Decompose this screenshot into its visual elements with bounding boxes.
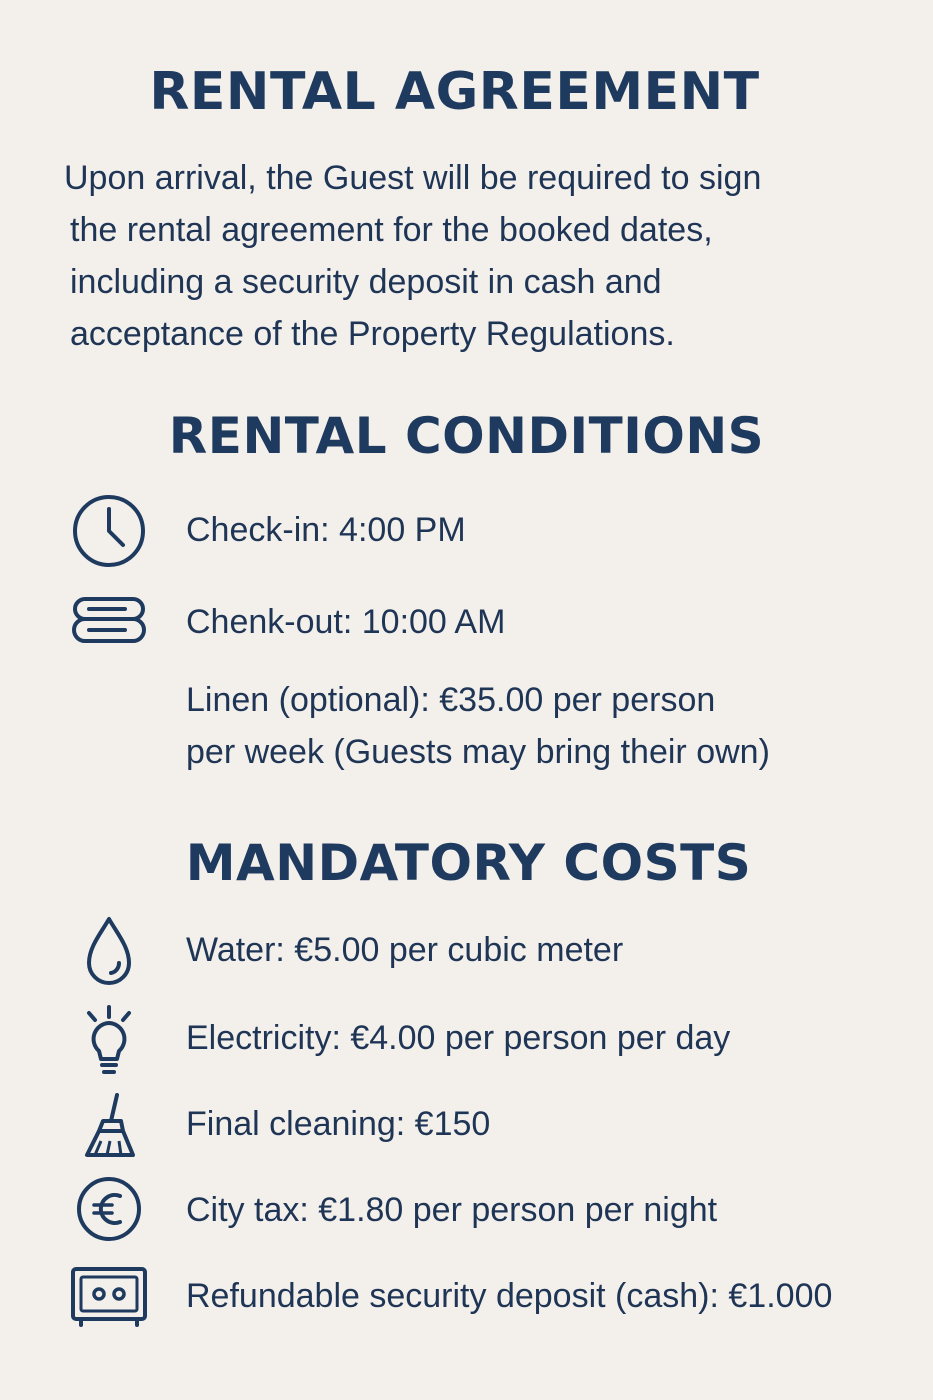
- intro-line: the rental agreement for the booked dates,: [70, 211, 713, 249]
- rental-agreement-text: [64, 152, 904, 360]
- cost-text: Electricity: €4.00 per person per day: [186, 1019, 731, 1057]
- cost-water: [0, 918, 933, 978]
- light-bulb-icon: [68, 1000, 150, 1082]
- condition-text: Check-in: 4:00 PM: [186, 511, 466, 549]
- rental-conditions-heading: RENTAL CONDITIONS: [168, 407, 765, 465]
- safe-icon: [68, 1256, 150, 1338]
- condition-check-in: [0, 492, 933, 552]
- condition-check-out: [0, 590, 933, 650]
- linen-line: per week (Guests may bring their own): [186, 733, 770, 771]
- cost-final-cleaning: [0, 1092, 933, 1152]
- cost-text: Refundable security deposit (cash): €1.000: [186, 1277, 833, 1315]
- condition-text: [186, 674, 770, 778]
- clock-icon: [68, 490, 150, 572]
- condition-text: Chenk-out: 10:00 AM: [186, 603, 506, 641]
- rental-agreement-heading: RENTAL AGREEMENT: [149, 62, 760, 122]
- water-drop-icon: [68, 910, 150, 992]
- intro-line: including a security deposit in cash and: [70, 263, 662, 301]
- intro-line: Upon arrival, the Guest will be required to sign: [64, 159, 762, 197]
- cost-electricity: [0, 1006, 933, 1066]
- mandatory-costs-heading: MANDATORY COSTS: [185, 834, 752, 892]
- intro-line: acceptance of the Property Regulations.: [70, 315, 675, 353]
- broom-icon: [68, 1086, 150, 1168]
- cost-text: Final cleaning: €150: [186, 1105, 491, 1143]
- linen-line: Linen (optional): €35.00 per person: [186, 681, 716, 719]
- cost-text: City tax: €1.80 per person per night: [186, 1191, 718, 1229]
- cost-text: Water: €5.00 per cubic meter: [186, 931, 624, 969]
- condition-linen: [0, 674, 933, 784]
- folded-towel-icon: [68, 580, 150, 662]
- euro-coin-icon: [68, 1168, 150, 1250]
- cost-security-deposit: [0, 1264, 933, 1324]
- cost-city-tax: [0, 1178, 933, 1238]
